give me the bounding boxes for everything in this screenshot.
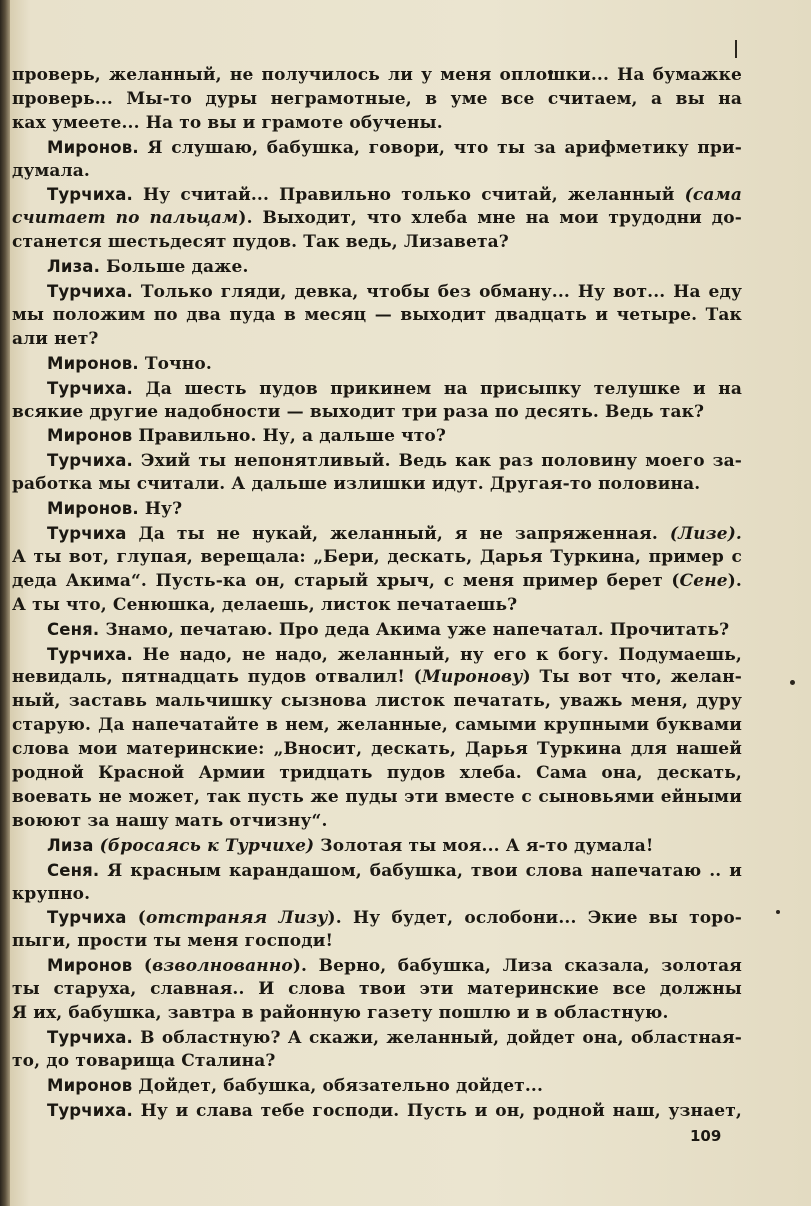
text-line [12, 810, 742, 834]
text-line [12, 834, 742, 859]
line-text: А ты что, Сенюшка, делаешь, листок печатаешь? [12, 594, 518, 615]
text-line [12, 377, 742, 401]
text-line [12, 424, 742, 449]
margin-mark [735, 40, 737, 58]
speaker-name: Сеня. [47, 619, 100, 639]
text-line [12, 883, 742, 907]
speaker-name: Турчиха. [47, 185, 133, 205]
text-line [12, 231, 742, 255]
line-text: ). [727, 570, 742, 591]
line-text: Я красным карандашом, бабушка, твои слова напечатаю .. и [99, 860, 742, 881]
text-line [12, 401, 742, 425]
text-line [12, 1099, 742, 1123]
text-line [12, 570, 742, 594]
line-text: Больше даже. [100, 257, 249, 278]
line-text: ( [132, 956, 153, 977]
line-text: ) Ты вот что, желан- [522, 667, 742, 688]
line-text: Точно. [138, 353, 212, 374]
text-line [12, 1074, 742, 1099]
text-line [12, 786, 742, 810]
speaker-name: Миронов [47, 426, 133, 446]
line-text: Не надо, не надо, желанный, ну его к богу. Подумаешь, [132, 644, 742, 665]
line-text: родной Красной Армии тридцать пудов хлеба. Сама она, дескать, [12, 763, 742, 784]
stage-direction: взволнованно [152, 956, 293, 977]
stage-direction: Сене [679, 570, 728, 591]
line-text: невидаль, пятнадцать пудов отвалил! ( [12, 667, 422, 688]
text-line [12, 207, 742, 231]
text-line [12, 594, 742, 618]
speaker-name: Миронов. [47, 499, 139, 519]
text-line [12, 473, 742, 497]
stage-direction: считает по пальцам [12, 208, 239, 229]
line-text: Только гляди, девка, чтобы без обману... Ну вот... На еду [132, 282, 742, 303]
line-text: ). Ну будет, ослобони... Экие вы торо- [327, 908, 742, 929]
text-line [12, 304, 742, 328]
text-line [12, 522, 742, 546]
stage-direction: (сама [684, 185, 742, 206]
line-text: Я слушаю, бабушка, говори, что ты за арифметику при- [138, 137, 742, 158]
line-text: ты старуха, славная.. И слова твои эти материнские все должны [12, 979, 742, 1000]
speaker-name: Турчиха. [47, 1100, 133, 1120]
text-line [12, 906, 742, 930]
line-text: работка мы считали. А дальше излишки идут. Другая-то половина. [12, 474, 701, 495]
stage-direction: отстраняя Лизу [145, 908, 328, 929]
speaker-name: Сеня. [47, 860, 100, 880]
text-line [12, 160, 742, 184]
line-text: Ну и слава тебе господи. Пусть и он, родной наш, узнает, [132, 1100, 742, 1121]
text-line [12, 1002, 742, 1026]
speaker-name: Турчиха. [47, 644, 133, 664]
line-text: то, до товарища Сталина? [12, 1050, 276, 1071]
stage-direction: Миронову [421, 667, 523, 688]
speaker-name: Турчиха [47, 524, 127, 544]
line-text: Эхий ты непонятливый. Ведь как раз половину моего за- [132, 451, 742, 472]
line-text: Да шесть пудов прикинем на присыпку телушке и на [132, 378, 742, 399]
line-text: Дойдет, бабушка, обязательно дойдет... [132, 1075, 544, 1096]
text-line [12, 690, 742, 714]
line-text: ный, заставь мальчишку сызнова листок печатать, уважь меня, дуру [12, 691, 742, 712]
line-text: деда Акима“. Пусть-ка он, старый хрыч, с меня пример берет ( [12, 570, 680, 591]
text-line [12, 859, 742, 883]
margin-mark [790, 680, 795, 685]
line-text: Ну? [138, 499, 183, 520]
play-text [12, 64, 742, 1122]
line-text: думала. [12, 160, 90, 181]
line-text: проверь... Мы-то дуры неграмотные, в уме все считаем, а вы на [12, 88, 742, 109]
text-line [12, 762, 742, 786]
text-line [12, 497, 742, 522]
speaker-name: Миронов. [47, 137, 139, 157]
speaker-name: Миронов. [47, 353, 139, 373]
speaker-name: Турчиха. [47, 378, 133, 398]
text-line [12, 352, 742, 377]
stage-direction: (бросаясь к Турчихе) [99, 835, 315, 856]
text-line [12, 714, 742, 738]
text-line [12, 88, 742, 112]
margin-mark [776, 910, 780, 914]
text-line [12, 546, 742, 570]
line-text: Ну считай... Правильно только считай, желанный [132, 185, 685, 206]
text-line [12, 618, 742, 643]
text-line [12, 954, 742, 978]
text-line [12, 449, 742, 473]
page-number: 109 [690, 1127, 722, 1145]
text-line [12, 64, 742, 88]
line-text: Золотая ты моя... А я-то думала! [314, 835, 654, 856]
text-line [12, 1050, 742, 1074]
line-text: старую. Да напечатайте в нем, желанные, самыми крупными буквами [12, 715, 742, 736]
speaker-name: Турчиха. [47, 451, 133, 471]
line-text: слова мои материнские: „Вносит, дескать, Дарья Туркина для нашей [12, 739, 742, 760]
speaker-name: Миронов [47, 1075, 133, 1095]
line-text: ). Верно, бабушка, Лиза сказала, золотая [292, 956, 742, 977]
text-line [12, 1026, 742, 1050]
line-text: пыги, прости ты меня господи! [12, 931, 334, 952]
line-text: В областную? А скажи, желанный, дойдет она, областная- [132, 1027, 742, 1048]
text-line [12, 978, 742, 1002]
speaker-name: Миронов [47, 956, 133, 976]
text-line [12, 183, 742, 207]
text-line [12, 136, 742, 160]
speaker-name: Турчиха [47, 908, 127, 928]
text-line [12, 280, 742, 304]
line-text: воюют за нашу мать отчизну“. [12, 810, 328, 831]
text-line [12, 643, 742, 667]
line-text: ). Выходит, что хлеба мне на мои трудодни до- [238, 208, 742, 229]
text-line [12, 738, 742, 762]
line-text: Знамо, печатаю. Про деда Акима уже напечатал. Прочитать? [99, 619, 730, 640]
line-text: воевать не может, так пусть же пуды эти вместе с сыновьями ейными [12, 786, 742, 807]
book-spine [0, 0, 10, 1206]
line-text: проверь, желанный, не получилось ли у меня оплошки... На бумажке [12, 65, 742, 85]
line-text: Да ты не нукай, желанный, я не запряженная. [126, 524, 670, 545]
line-text: крупно. [12, 883, 91, 904]
line-text: станется шестьдесят пудов. Так ведь, Лизавета? [12, 232, 509, 253]
speaker-name: Турчиха. [47, 1027, 133, 1047]
speaker-name: Лиза. [47, 257, 101, 277]
text-line [12, 328, 742, 352]
text-line [12, 666, 742, 690]
speaker-name: Лиза [47, 835, 94, 855]
line-text: всякие другие надобности — выходит три раза по десять. Ведь так? [12, 401, 705, 422]
line-text: Правильно. Ну, а дальше что? [132, 426, 447, 447]
speaker-name: Турчиха. [47, 282, 133, 302]
stage-direction: (Лизе). [669, 524, 742, 545]
line-text: мы положим по два пуда в месяц — выходит двадцать и четыре. Так [12, 304, 742, 325]
line-text: ках умеете... На то вы и грамоте обучены. [12, 112, 443, 133]
line-text: А ты вот, глупая, верещала: „Бери, дескать, Дарья Туркина, пример с [12, 546, 742, 567]
text-line [12, 255, 742, 280]
line-text: али нет? [12, 328, 99, 349]
text-line [12, 930, 742, 954]
text-line [12, 112, 742, 136]
line-text: Я их, бабушка, завтра в районную газету пошлю и в областную. [12, 1002, 669, 1023]
line-text: ( [126, 908, 146, 929]
